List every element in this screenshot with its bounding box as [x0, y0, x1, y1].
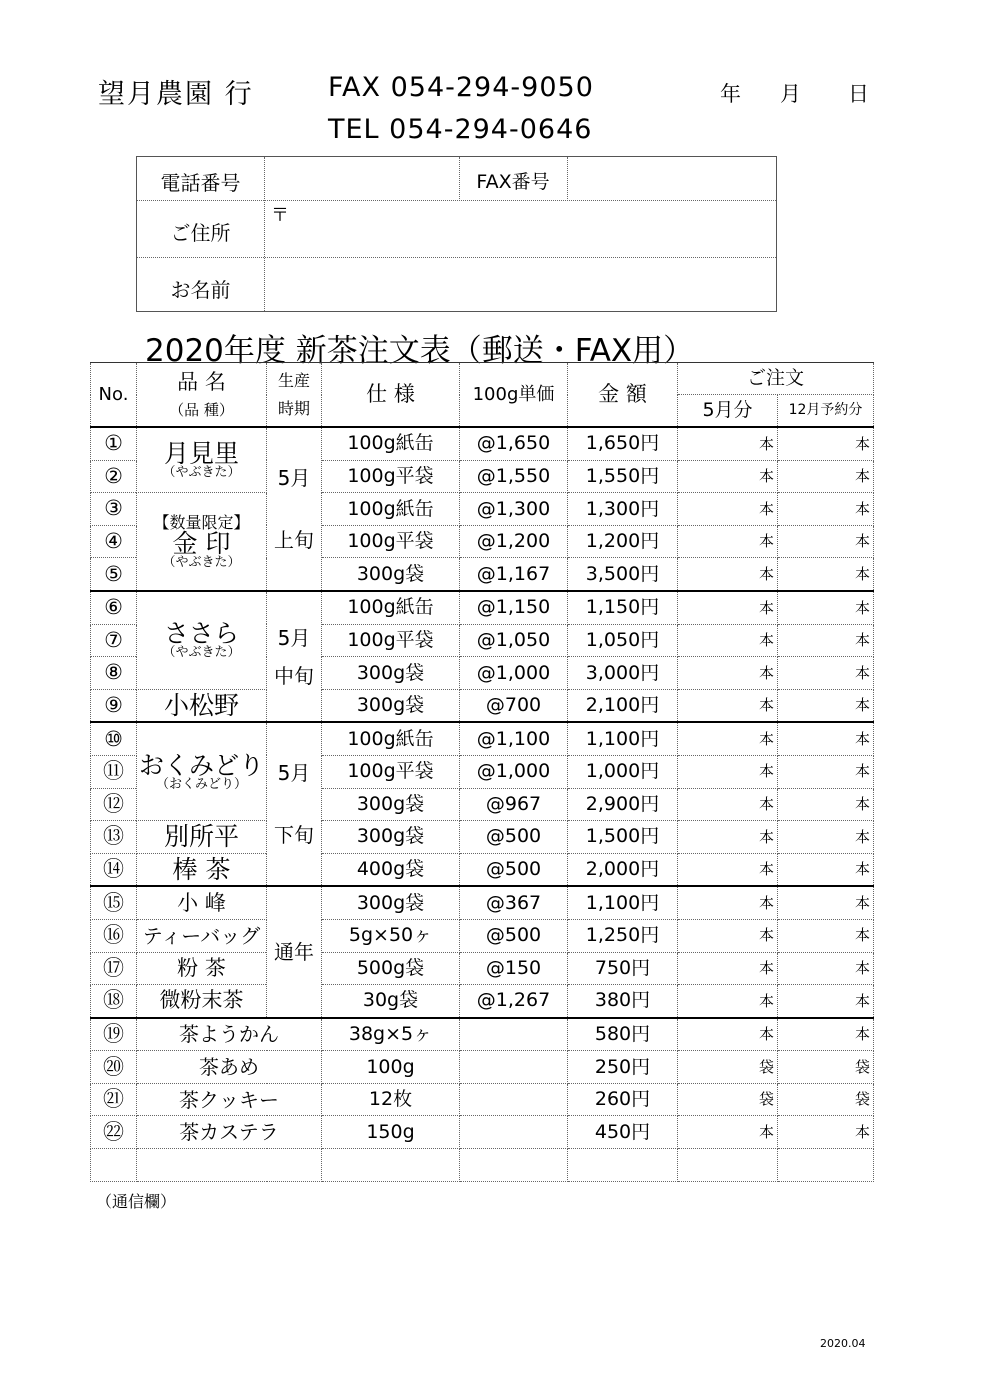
row-spec: 100g平袋: [322, 755, 460, 788]
row-price: @1,100: [460, 722, 568, 755]
blank-cell[interactable]: [778, 1149, 874, 1182]
product-name: おくみどり: [138, 750, 264, 780]
row-spec: 38g×5ヶ: [322, 1018, 460, 1051]
fax-number: FAX 054-294-9050: [328, 72, 594, 103]
table-row: [91, 985, 874, 1018]
order-may-input[interactable]: 本: [678, 1018, 778, 1051]
table-row: [91, 493, 874, 526]
header-season-bottom: 時期: [277, 398, 310, 418]
order-dec-input[interactable]: 本: [778, 525, 874, 558]
row-amount: 1,200円: [568, 525, 678, 558]
fax-label: FAX番号: [476, 171, 550, 193]
row-spec: 100g紙缶: [322, 427, 460, 460]
row-spec: 100g紙缶: [322, 722, 460, 755]
row-no: ⑳: [91, 1051, 137, 1084]
table-row: [91, 886, 874, 919]
row-spec: 300g袋: [322, 788, 460, 821]
product-name: 茶カステラ: [137, 1116, 322, 1149]
row-price: @1,000: [460, 657, 568, 690]
postal-mark: 〒: [271, 205, 289, 226]
order-dec-input[interactable]: 本: [778, 755, 874, 788]
limited-badge: 【数量限定】: [153, 512, 250, 532]
date-year-label: 年: [720, 82, 741, 106]
season-all-year: 通年: [267, 886, 322, 1017]
table-row: [91, 722, 874, 755]
row-amount: 1,550円: [568, 460, 678, 493]
row-amount: 2,000円: [568, 853, 678, 886]
notes-label: （通信欄）: [96, 1192, 177, 1211]
order-dec-input[interactable]: 本: [778, 624, 874, 657]
row-no: ⑱: [91, 985, 137, 1018]
row-spec: 300g袋: [322, 821, 460, 854]
product-sasara: [137, 591, 267, 689]
season-late-may: [267, 722, 322, 886]
order-may-input[interactable]: 本: [678, 689, 778, 722]
row-spec: 100g平袋: [322, 624, 460, 657]
order-dec-input[interactable]: 本: [778, 427, 874, 460]
row-price: @500: [460, 919, 568, 952]
product-variety: （やぶきた）: [162, 465, 241, 481]
row-spec: 300g袋: [322, 657, 460, 690]
row-no: ⑰: [91, 952, 137, 985]
row-no: ⑨: [91, 689, 137, 722]
date-month-label: 月: [780, 82, 801, 106]
header-name-label: 品 名: [177, 370, 226, 395]
product-kinjirushi: [137, 493, 267, 591]
header-order: ご注文: [678, 363, 874, 395]
order-may-input[interactable]: 本: [678, 952, 778, 985]
order-dec-input[interactable]: 本: [778, 1116, 874, 1149]
order-dec-input[interactable]: 本: [778, 788, 874, 821]
row-no: ⑧: [91, 657, 137, 690]
row-spec: 12枚: [322, 1083, 460, 1116]
table-row: [91, 1018, 874, 1051]
row-amount: 750円: [568, 952, 678, 985]
order-dec-input[interactable]: 本: [778, 558, 874, 591]
table-row: [91, 427, 874, 460]
row-price: @967: [460, 788, 568, 821]
phone-label: 電話番号: [160, 171, 241, 195]
order-dec-input[interactable]: 本: [778, 493, 874, 526]
order-may-input[interactable]: 本: [678, 460, 778, 493]
row-amount: 1,500円: [568, 821, 678, 854]
table-row: [91, 919, 874, 952]
table-row: [91, 821, 874, 854]
row-price: @1,650: [460, 427, 568, 460]
table-row: [91, 689, 874, 722]
row-no: ⑲: [91, 1018, 137, 1051]
row-no: ⑮: [91, 886, 137, 919]
phone-field[interactable]: [265, 157, 459, 200]
header-season: [267, 363, 322, 428]
row-no: ①: [91, 427, 137, 460]
product-bessyodaira: 別所平: [137, 821, 267, 854]
header-name: [137, 363, 267, 428]
row-price: @150: [460, 952, 568, 985]
row-amount: 1,300円: [568, 493, 678, 526]
row-price: @1,150: [460, 591, 568, 624]
order-dec-input[interactable]: 本: [778, 460, 874, 493]
row-spec: 100g: [322, 1051, 460, 1084]
product-name: 金 印: [172, 529, 231, 559]
product-variety: （やぶきた）: [162, 555, 241, 571]
order-may-input[interactable]: 本: [678, 755, 778, 788]
row-amount: 450円: [568, 1116, 678, 1149]
blank-row: [91, 1149, 874, 1182]
row-no: ㉒: [91, 1116, 137, 1149]
row-spec: 100g平袋: [322, 525, 460, 558]
row-price: @1,300: [460, 493, 568, 526]
season-period: 下旬: [274, 823, 314, 848]
order-may-input[interactable]: 本: [678, 788, 778, 821]
order-may-input[interactable]: 本: [678, 919, 778, 952]
season-period: 上旬: [274, 527, 314, 552]
blank-cell[interactable]: [568, 1149, 678, 1182]
order-may-input[interactable]: 本: [678, 886, 778, 919]
row-price: @1,550: [460, 460, 568, 493]
order-may-input[interactable]: 本: [678, 821, 778, 854]
header-spec: 仕 様: [322, 363, 460, 428]
season-period: 中旬: [274, 663, 314, 688]
order-may-input[interactable]: 本: [678, 1116, 778, 1149]
product-name: 月見里: [163, 439, 239, 469]
row-no: ⑦: [91, 624, 137, 657]
product-name: 茶クッキー: [137, 1083, 322, 1116]
product-komine: 小 峰: [137, 886, 267, 919]
order-dec-input[interactable]: 本: [778, 952, 874, 985]
row-amount: 1,100円: [568, 722, 678, 755]
row-price: @500: [460, 853, 568, 886]
row-no: ⑯: [91, 919, 137, 952]
row-spec: 500g袋: [322, 952, 460, 985]
header-amount: 金 額: [568, 363, 678, 428]
order-may-input[interactable]: 本: [678, 853, 778, 886]
product-variety: （やぶきた）: [162, 645, 241, 661]
order-dec-input[interactable]: 本: [778, 985, 874, 1018]
order-may-input[interactable]: 袋: [678, 1051, 778, 1084]
row-amount: 260円: [568, 1083, 678, 1116]
row-price: [460, 1116, 568, 1149]
row-spec: 30g袋: [322, 985, 460, 1018]
season-early-may: [267, 427, 322, 591]
order-may-input[interactable]: 本: [678, 427, 778, 460]
customer-info-box: [136, 156, 777, 312]
blank-cell[interactable]: [678, 1149, 778, 1182]
order-dec-input[interactable]: 本: [778, 1018, 874, 1051]
order-dec-input[interactable]: 袋: [778, 1051, 874, 1084]
header-variety-label: （品 種）: [169, 400, 234, 419]
page-title: 2020年度 新茶注文表（郵送・FAX用）: [145, 333, 695, 369]
order-may-input[interactable]: 本: [678, 525, 778, 558]
row-price: [460, 1083, 568, 1116]
table-row: [91, 1116, 874, 1149]
row-amount: 580円: [568, 1018, 678, 1051]
order-dec-input[interactable]: 本: [778, 657, 874, 690]
order-dec-input[interactable]: 本: [778, 886, 874, 919]
order-may-input[interactable]: 本: [678, 985, 778, 1018]
row-price: @1,000: [460, 755, 568, 788]
address-field[interactable]: [265, 201, 777, 257]
fax-field[interactable]: [568, 157, 777, 200]
product-variety: （おくみどり）: [155, 776, 247, 792]
row-price: [460, 1018, 568, 1051]
addressee: 望月農園 行: [98, 79, 254, 110]
order-dec-input[interactable]: 本: [778, 591, 874, 624]
row-no: ④: [91, 525, 137, 558]
header-season-top: 生産: [277, 371, 310, 391]
product-konacha: 粉 茶: [137, 952, 267, 985]
row-amount: 1,000円: [568, 755, 678, 788]
row-amount: 1,150円: [568, 591, 678, 624]
row-no: ㉑: [91, 1083, 137, 1116]
order-may-input[interactable]: 本: [678, 558, 778, 591]
row-spec: 300g袋: [322, 689, 460, 722]
table-row: [91, 952, 874, 985]
row-price: @1,050: [460, 624, 568, 657]
row-price: @1,167: [460, 558, 568, 591]
order-may-input[interactable]: 本: [678, 493, 778, 526]
order-dec-input[interactable]: 本: [778, 919, 874, 952]
row-no: ⑩: [91, 722, 137, 755]
row-no: ⑪: [91, 755, 137, 788]
season-month: 5月: [277, 625, 311, 650]
table-row: [91, 853, 874, 886]
row-no: ⑤: [91, 558, 137, 591]
row-amount: 380円: [568, 985, 678, 1018]
name-label: お名前: [170, 278, 231, 302]
header-unit-price: 100g単価: [460, 363, 568, 428]
season-mid-may: [267, 591, 322, 722]
row-no: ⑭: [91, 853, 137, 886]
row-no: ⑥: [91, 591, 137, 624]
order-may-input[interactable]: 本: [678, 722, 778, 755]
row-price: @500: [460, 821, 568, 854]
blank-cell[interactable]: [137, 1149, 322, 1182]
row-amount: 3,000円: [568, 657, 678, 690]
version-label: 2020.04: [820, 1337, 866, 1350]
order-dec-input[interactable]: 本: [778, 689, 874, 722]
row-spec: 100g平袋: [322, 460, 460, 493]
row-no: ⑬: [91, 821, 137, 854]
order-table: [90, 362, 874, 1182]
order-dec-input[interactable]: 本: [778, 821, 874, 854]
product-name: ささら: [163, 619, 239, 649]
row-amount: 3,500円: [568, 558, 678, 591]
address-label: ご住所: [170, 221, 231, 245]
order-dec-input[interactable]: 本: [778, 853, 874, 886]
product-okumidori: [137, 722, 267, 820]
table-row: [91, 1051, 874, 1084]
row-amount: 1,050円: [568, 624, 678, 657]
row-amount: 2,900円: [568, 788, 678, 821]
row-amount: 1,650円: [568, 427, 678, 460]
row-amount: 1,100円: [568, 886, 678, 919]
season-month: 5月: [277, 761, 311, 786]
row-spec: 100g紙缶: [322, 493, 460, 526]
blank-cell[interactable]: [91, 1149, 137, 1182]
row-amount: 1,250円: [568, 919, 678, 952]
row-spec: 100g紙缶: [322, 591, 460, 624]
blank-cell[interactable]: [322, 1149, 460, 1182]
row-spec: 5g×50ヶ: [322, 919, 460, 952]
row-no: ②: [91, 460, 137, 493]
tel-number: TEL 054-294-0646: [328, 114, 593, 145]
row-price: @367: [460, 886, 568, 919]
row-no: ⑫: [91, 788, 137, 821]
header-no: No.: [91, 363, 137, 428]
product-name: 茶ようかん: [137, 1018, 322, 1051]
header-may: 5月分: [678, 395, 778, 428]
product-bifunmatsucha: 微粉末茶: [137, 985, 267, 1018]
order-may-input[interactable]: 本: [678, 657, 778, 690]
blank-cell[interactable]: [460, 1149, 568, 1182]
table-row: [91, 1083, 874, 1116]
order-dec-input[interactable]: 本: [778, 722, 874, 755]
product-komatsuno: 小松野: [137, 689, 267, 722]
table-row: [91, 591, 874, 624]
row-no: ③: [91, 493, 137, 526]
row-spec: 400g袋: [322, 853, 460, 886]
season-month: 5月: [277, 465, 311, 490]
row-price: @700: [460, 689, 568, 722]
product-boucha: 棒 茶: [137, 853, 267, 886]
row-spec: 300g袋: [322, 886, 460, 919]
product-teabag: ティーバッグ: [137, 919, 267, 952]
name-field[interactable]: [265, 258, 777, 312]
header-december: 12月予約分: [778, 395, 874, 428]
row-price: @1,267: [460, 985, 568, 1018]
row-amount: 2,100円: [568, 689, 678, 722]
row-spec: 150g: [322, 1116, 460, 1149]
product-name: 茶あめ: [137, 1051, 322, 1084]
product-tsukimisato: [137, 427, 267, 493]
row-spec: 300g袋: [322, 558, 460, 591]
row-price: [460, 1051, 568, 1084]
date-day-label: 日: [848, 82, 869, 106]
row-amount: 250円: [568, 1051, 678, 1084]
order-dec-input[interactable]: 袋: [778, 1083, 874, 1116]
row-price: @1,200: [460, 525, 568, 558]
order-may-input[interactable]: 本: [678, 624, 778, 657]
order-may-input[interactable]: 袋: [678, 1083, 778, 1116]
order-may-input[interactable]: 本: [678, 591, 778, 624]
